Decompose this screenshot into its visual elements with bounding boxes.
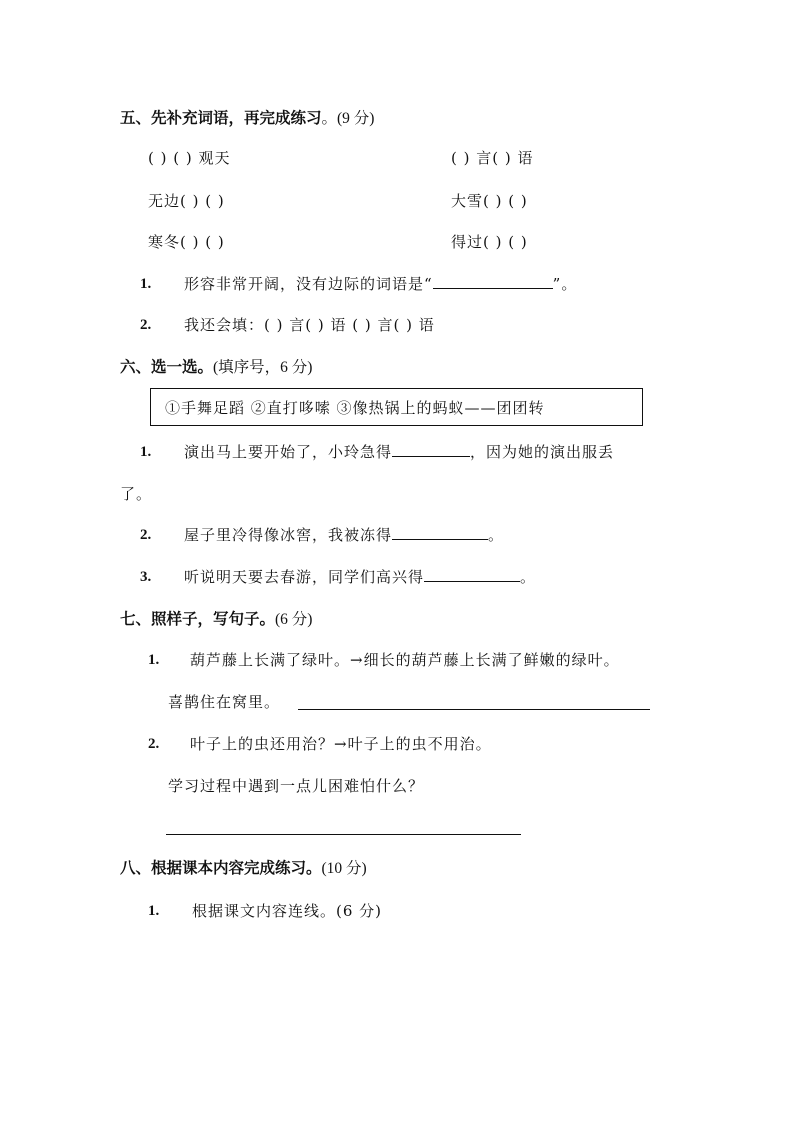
section7-points: (6 分): [275, 611, 313, 628]
section7-q2-number: 2.: [148, 736, 160, 752]
section5-title: 五、先补充词语，再完成练习: [120, 109, 322, 127]
section5-row2-left[interactable]: 无边( ) ( ): [148, 192, 225, 210]
section7-q1-answer-line[interactable]: [298, 709, 650, 710]
section7-q1-number: 1.: [148, 652, 160, 668]
section6-q2-end: 。: [488, 526, 505, 544]
section7-q2-prompt: 学习过程中遇到一点儿困难怕什么？: [168, 777, 425, 795]
section6-title: 六、选一选。: [120, 358, 214, 376]
section6-q1-answer-blank[interactable]: [392, 442, 470, 457]
section6-q2: [184, 525, 504, 545]
section5-q1-end: ”。: [552, 275, 578, 293]
section5-points: 。(9 分): [321, 110, 375, 127]
section7-q2-answer-line[interactable]: [166, 834, 521, 835]
section5-row2-right[interactable]: 大雪( ) ( ): [451, 192, 528, 210]
section6-q1: [184, 442, 614, 462]
section5-heading: [120, 108, 374, 129]
section5-q1-number: 1.: [140, 276, 152, 292]
section6-q2-answer-blank[interactable]: [392, 525, 488, 540]
section5-row1-left[interactable]: ( ) ( ) 观天: [148, 149, 231, 167]
section6-q3: [184, 567, 536, 587]
section5-row3-right[interactable]: 得过( ) ( ): [451, 233, 528, 251]
section6-heading: [120, 357, 312, 378]
section5-q1-answer-blank[interactable]: [433, 274, 553, 289]
section6-q1-wrap: 了。: [120, 485, 153, 503]
section6-q1-number: 1.: [140, 444, 152, 460]
section6-q1-tail: ，因为她的演出服丢: [470, 443, 615, 461]
section5-q2-text[interactable]: 我还会填：( ) 言( ) 语 ( ) 言( ) 语: [184, 316, 435, 334]
section6-points: (填序号，6 分): [213, 359, 313, 376]
section8-title: 八、根据课本内容完成练习。: [120, 859, 322, 877]
section8-points: (10 分): [321, 860, 367, 877]
section5-row1-right[interactable]: ( ) 言( ) 语: [451, 149, 534, 167]
section6-q1-text: 演出马上要开始了，小玲急得: [184, 443, 393, 461]
section6-q3-end: 。: [520, 568, 537, 586]
section5-row3-left[interactable]: 寒冬( ) ( ): [148, 233, 225, 251]
section6-q2-text: 屋子里冷得像冰窖，我被冻得: [184, 526, 393, 544]
section6-options-box: [150, 388, 643, 426]
section6-q3-answer-blank[interactable]: [424, 567, 520, 582]
section6-q2-number: 2.: [140, 527, 152, 543]
section6-options: ①手舞足蹈 ②直打哆嗦 ③像热锅上的蚂蚁——团团转: [165, 398, 545, 417]
section5-q1: [184, 274, 577, 294]
section6-q3-text: 听说明天要去春游，同学们高兴得: [184, 568, 425, 586]
section6-q3-number: 3.: [140, 569, 152, 585]
section8-q1-text: 根据课文内容连线。(6 分): [192, 902, 383, 920]
section5-q1-text: 形容非常开阔，没有边际的词语是“: [184, 275, 433, 293]
section7-q1-prompt: 喜鹊住在窝里。: [168, 693, 281, 711]
section7-q1-example: 葫芦藤上长满了绿叶。→细长的葫芦藤上长满了鲜嫩的绿叶。: [190, 651, 620, 669]
section7-title: 七、照样子，写句子。: [120, 610, 276, 628]
section7-heading: [120, 609, 312, 630]
section8-q1-number: 1.: [148, 903, 160, 919]
section8-heading: [120, 858, 367, 879]
section5-q2-number: 2.: [140, 317, 152, 333]
section7-q2-example: 叶子上的虫还用治？→叶子上的虫不用治。: [190, 735, 492, 753]
